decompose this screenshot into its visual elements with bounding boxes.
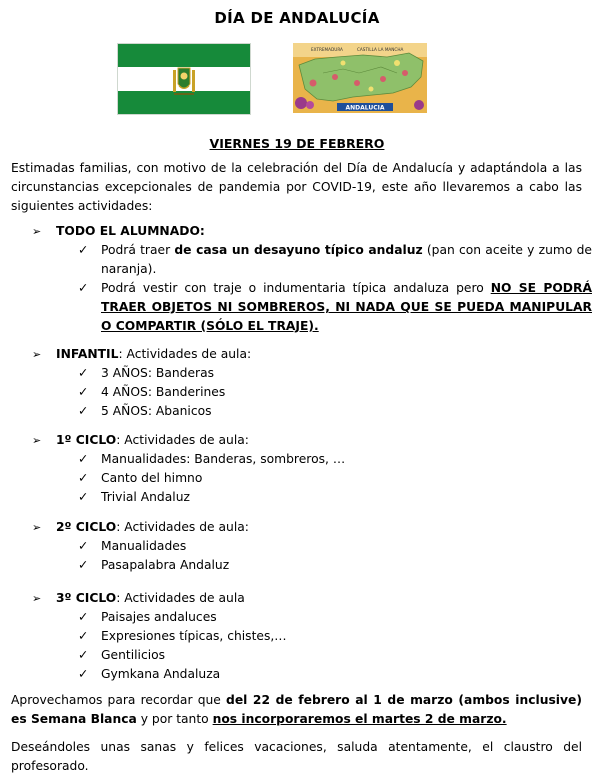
item-warning: NO SE PODRÁ TRAER OBJETOS NI SOMBREROS, NI NADA QUE SE PUEDA MANIPULAR O COMPARTIR (SÓLO EL TRAJE). [101, 281, 592, 333]
coat-of-arms-icon [170, 62, 198, 96]
item-text: (pan con aceite y zumo de naranja). [101, 243, 592, 276]
section-heading: INFANTIL [56, 347, 119, 361]
list-item [32, 537, 592, 556]
item-text: Expresiones típicas, chistes,… [101, 629, 287, 643]
map-caption-top-left: EXTREMADURA [311, 47, 343, 52]
map-caption-top-right: CASTILLA LA MANCHA [357, 47, 404, 52]
list-item [32, 241, 592, 279]
checkmark-icon: ✓ [78, 610, 89, 624]
section-suffix: : Actividades de aula: [118, 347, 252, 361]
closing-text: Aprovechamos para recordar que [11, 693, 227, 707]
intro-paragraph: Estimadas familias, con motivo de la celebración del Día de Andalucía y adaptándola a las circunstancias excepcionales de pandemia por COVID-19, este año llevaremos a cabo las siguientes actividades: [11, 161, 582, 213]
list-item [32, 279, 592, 336]
item-text: 4 AÑOS: Banderines [101, 385, 226, 399]
checkmark-icon: ✓ [78, 281, 89, 295]
map-caption-bottom: ANDALUCIA [345, 104, 385, 112]
andalusia-map-image [293, 43, 427, 113]
item-text: Gymkana Andaluza [101, 667, 221, 681]
arrow-bullet-icon: ➢ [32, 434, 42, 447]
item-text: Podrá traer [101, 243, 175, 257]
checkmark-icon: ✓ [78, 648, 89, 662]
section-3-ciclo [32, 589, 592, 684]
section-heading: 2º CICLO [56, 520, 117, 534]
closing-text: y por tanto [136, 712, 213, 726]
item-text: Paisajes andaluces [101, 610, 217, 624]
checkmark-icon: ✓ [78, 629, 89, 643]
arrow-bullet-icon: ➢ [32, 521, 42, 534]
section-infantil [32, 345, 592, 421]
checkmark-icon: ✓ [78, 404, 89, 418]
page-title: DÍA DE ANDALUCÍA [214, 9, 380, 27]
list-item [32, 556, 592, 575]
list-item [32, 627, 592, 646]
item-text: Pasapalabra Andaluz [101, 558, 230, 572]
section-heading: 1º CICLO [56, 433, 117, 447]
section-2-ciclo [32, 518, 592, 575]
section-todo-alumnado [32, 222, 592, 336]
item-text: Manualidades: Banderas, sombreros, … [101, 452, 346, 466]
checkmark-icon: ✓ [78, 366, 89, 380]
closing-emphasis: del 22 de febrero al 1 de marzo (ambos inclusive) es Semana Blanca [11, 693, 582, 726]
section-suffix: : Actividades de aula: [116, 520, 249, 534]
arrow-bullet-icon: ➢ [32, 592, 42, 605]
list-item [32, 646, 592, 665]
item-text: Gentilicios [101, 648, 166, 662]
checkmark-icon: ✓ [78, 243, 89, 257]
section-heading: TODO EL ALUMNADO: [56, 224, 205, 238]
list-item [32, 665, 592, 684]
item-text: 3 AÑOS: Banderas [101, 366, 215, 380]
item-emphasis: de casa un desayuno típico andaluz [174, 243, 423, 257]
list-item [32, 488, 592, 507]
list-item [32, 450, 592, 469]
item-text: Trivial Andaluz [101, 490, 190, 504]
checkmark-icon: ✓ [78, 471, 89, 485]
date-heading: VIERNES 19 DE FEBRERO [209, 136, 385, 151]
item-text: Canto del himno [101, 471, 203, 485]
section-suffix: : Actividades de aula: [116, 433, 249, 447]
checkmark-icon: ✓ [78, 558, 89, 572]
list-item [32, 469, 592, 488]
list-item [32, 383, 592, 402]
list-item [32, 402, 592, 421]
item-text: Manualidades [101, 539, 187, 553]
checkmark-icon: ✓ [78, 539, 89, 553]
list-item [32, 364, 592, 383]
arrow-bullet-icon: ➢ [32, 348, 42, 361]
section-1-ciclo [32, 431, 592, 507]
item-text: 5 AÑOS: Abanicos [101, 404, 212, 418]
section-heading: 3º CICLO [56, 591, 117, 605]
checkmark-icon: ✓ [78, 667, 89, 681]
checkmark-icon: ✓ [78, 452, 89, 466]
checkmark-icon: ✓ [78, 490, 89, 504]
item-text: Podrá vestir con traje o indumentaria típica andaluza pero [101, 281, 491, 295]
arrow-bullet-icon: ➢ [32, 225, 42, 238]
closing-paragraph-holidays [11, 691, 582, 729]
andalusia-flag-image [117, 43, 251, 115]
closing-paragraph-farewell: Deseándoles unas sanas y felices vacaciones, saluda atentamente, el claustro del profesorado. [11, 740, 582, 773]
list-item [32, 608, 592, 627]
section-suffix: : Actividades de aula [116, 591, 245, 605]
checkmark-icon: ✓ [78, 385, 89, 399]
return-date-text: nos incorporaremos el martes 2 de marzo. [212, 712, 507, 726]
